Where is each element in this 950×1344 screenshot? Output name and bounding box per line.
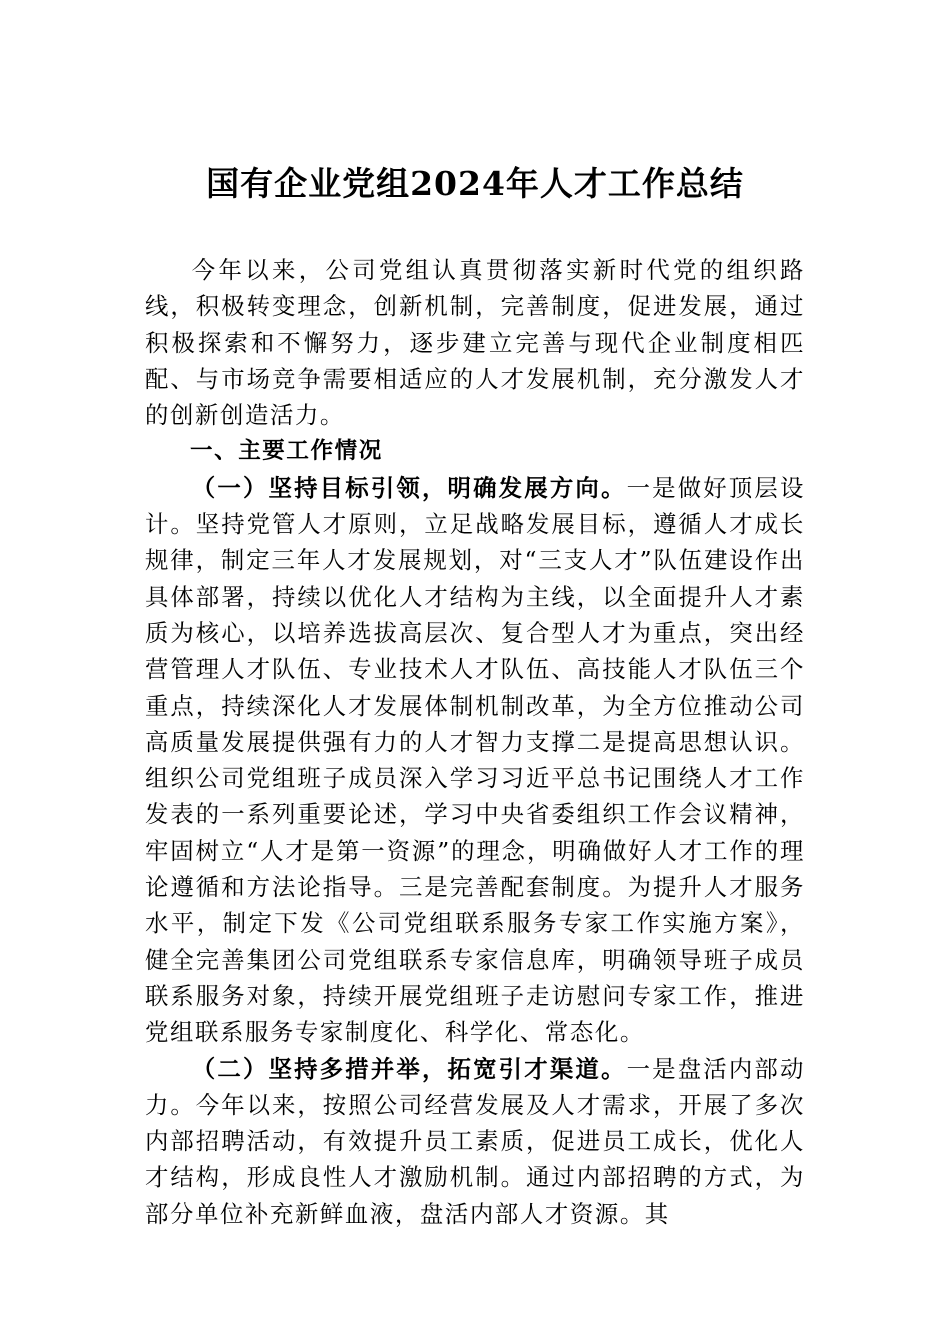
document-body xyxy=(145,252,805,1232)
document-title: 国有企业党组2024年人才工作总结 xyxy=(206,164,744,203)
subsection-2-body: 一是盘活内部动力。今年以来，按照公司经营发展及人才需求，开展了多次内部招聘活动，有效提升员工素质，促进员工成长，优化人才结构，形成良性人才激励机制。通过内部招聘的方式，为部分单位补充新鲜血液，盘活内部人才资源。其 xyxy=(145,1054,805,1228)
section-heading-main-work: 一、主要工作情况 xyxy=(190,438,383,465)
subsection-1-paragraph xyxy=(145,470,805,1051)
subsection-2-paragraph xyxy=(145,1051,805,1232)
intro-paragraph: 今年以来，公司党组认真贯彻落实新时代党的组织路线，积极转变理念，创新机制，完善制度，促进发展，通过积极探索和不懈努力，逐步建立完善与现代企业制度相匹配、与市场竞争需要相适应的人才发展机制，充分激发人才的创新创造活力。 xyxy=(145,256,805,430)
subsection-1-body: 一是做好顶层设计。坚持党管人才原则，立足战略发展目标，遵循人才成长规律，制定三年人才发展规划，对“三支人才”队伍建设作出具体部署，持续以优化人才结构为主线，以全面提升人才素质为核心，以培养选拔高层次、复合型人才为重点，突出经营管理人才队伍、专业技术人才队伍、高技能人才队伍三个重点，持续深化人才发展体制机制改革，为全方位推动公司高质量发展提供强有力的人才智力支撑二是提高思想认识。组织公司党组班子成员深入学习习近平总书记围绕人才工作发表的一系列重要论述，学习中央省委组织工作会议精神，牢固树立“人才是第一资源”的理念，明确做好人才工作的理论遵循和方法论指导。三是完善配套制度。为提升人才服务水平，制定下发《公司党组联系服务专家工作实施方案》，健全完善集团公司党组联系专家信息库，明确领导班子成员联系服务对象，持续开展党组班子走访慰问专家工作，推进党组联系服务专家制度化、科学化、常态化。 xyxy=(145,473,805,1047)
subsection-1-heading: （一）坚持目标引领，明确发展方向。 xyxy=(191,473,627,502)
subsection-2-heading: （二）坚持多措并举，拓宽引才渠道。 xyxy=(191,1054,627,1083)
